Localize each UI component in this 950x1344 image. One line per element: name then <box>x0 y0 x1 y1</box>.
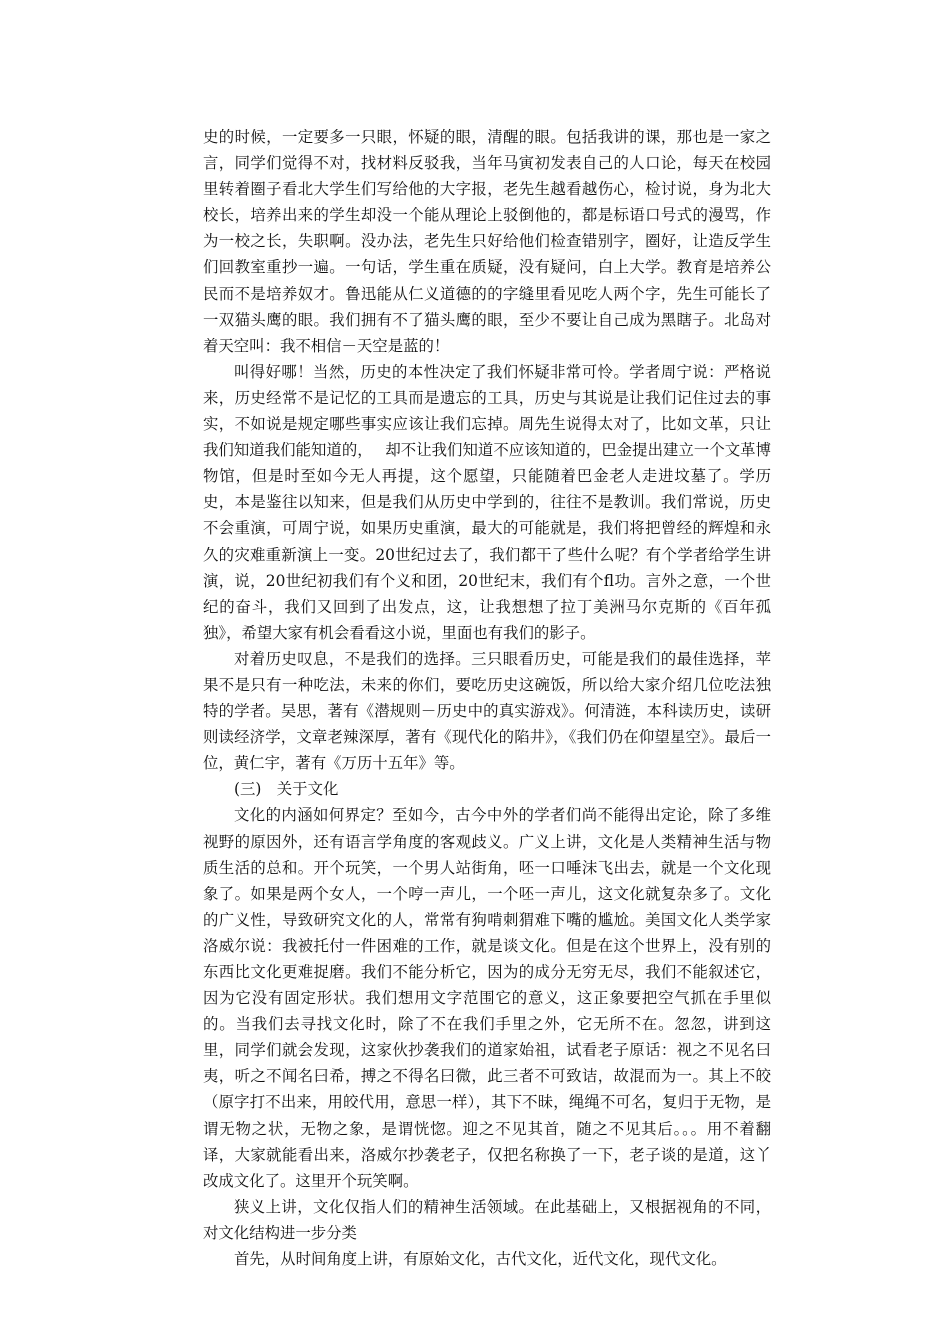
document-page <box>203 124 771 1272</box>
paragraph-1: 史的时候，一定要多一只眼，怀疑的眼，清醒的眼。包括我讲的课，那也是一家之言，同学们觉得不对，找材料反驳我，当年马寅初发表自己的人口论，每天在校园里转着圈子看北大学生们写给他的大字报，老先生越看越伤心，检讨说，身为北大校长，培养出来的学生却没一个能从理论上驳倒他的，都是标语口号式的漫骂，作为一校之长，失职啊。没办法，老先生只好给他们检查错别字，圈好，让造反学生们回教室重抄一遍。一句话，学生重在质疑，没有疑问，白上大学。教育是培养公民而不是培养奴才。鲁迅能从仁义道德的的字缝里看见吃人两个字，先生可能长了一双猫头鹰的眼。我们拥有不了猫头鹰的眼，至少不要让自己成为黑瞎子。北岛对着天空叫：我不相信－天空是蓝的！ <box>203 128 771 355</box>
paragraph-6: 首先，从时间角度上讲，有原始文化，古代文化，近代文化，现代文化。 <box>234 1250 727 1269</box>
paragraph-4: 文化的内涵如何界定？至如今，古今中外的学者们尚不能得出定论，除了多维视野的原因外，还有语言学角度的客观歧义。广义上讲，文化是人类精神生活与物质生活的总和。开个玩笑，一个男人站街角，呸一口唾沫飞出去，就是一个文化现象了。如果是两个女人，一个哼一声儿，一个呸一声儿，这文化就复杂多了。文化的广义性，导致研究文化的人，常常有狗啃刺猬难下嘴的尴尬。美国文化人类学家洛威尔说：我被托付一件困难的工作，就是谈文化。但是在这个世界上，没有别的东西比文化更难捉磨。我们不能分析它，因为的成分无穷无尽，我们不能叙述它，因为它没有固定形状。我们想用文字范围它的意义，这正象要把空气抓在手里似的。当我们去寻找文化时，除了不在我们手里之外，它无所不在。忽忽，讲到这里，同学们就会发现，这家伙抄袭我们的道家始祖，试看老子原话：视之不见名曰夷，听之不闻名曰希，搏之不得名曰微，此三者不可致诘，故混而为一。其上不皎（原字打不出来，用皎代用，意思一样），其下不昧，绳绳不可名，复归于无物，是谓无物之状，无物之象，是谓恍惚。迎之不见其首，随之不见其后。。。用不着翻译，大家就能看出来，洛威尔抄袭老子，仅把名称换了一下，老子谈的是道，这丫改成文化了。这里开个玩笑啊。 <box>203 806 771 1190</box>
paragraph-2: 叫得好哪！当然，历史的本性决定了我们怀疑非常可怜。学者周宁说：严格说来，历史经常不是记忆的工具而是遗忘的工具，历史与其说是让我们记住过去的事实，不如说是规定哪些事实应该让我们忘掉。周先生说得太对了，比如文革，只让我们知道我们能知道的， 却不让我们知道不应该知道的，巴金提出建立一个文革博物馆，但是时至如今无人再提，这个愿望，只能随着巴金老人走进坟墓了。学历史，本是鉴往以知来，但是我们从历史中学到的，往往不是教训。我们常说，历史不会重演，可周宁说，如果历史重演，最大的可能就是，我们将把曾经的辉煌和永久的灾难重新演上一变。20世纪过去了，我们都干了些什么呢？有个学者给学生讲演，说，20世纪初我们有个义和团，20世纪末，我们有个fl功。言外之意，一个世纪的奋斗，我们又回到了出发点，这，让我想想了拉丁美洲马尔克斯的《百年孤独》，希望大家有机会看看这小说，里面也有我们的影子。 <box>203 362 771 642</box>
paragraph-5: 狭义上讲，文化仅指人们的精神生活领域。在此基础上，又根据视角的不同，对文化结构进一步分类 <box>203 1197 771 1242</box>
section-heading: (三) 关于文化 <box>234 780 339 799</box>
paragraph-3: 对着历史叹息，不是我们的选择。三只眼看历史，可能是我们的最佳选择，苹果不是只有一种吃法，未来的你们，要吃历史这碗饭，所以给大家介绍几位吃法独特的学者。吴思，著有《潜规则－历史中的真实游戏》。何清涟，本科读历史，读研则读经济学，文章老辣深厚，著有《现代化的陷井》，《我们仍在仰望星空》。最后一位，黄仁宇，著有《万历十五年》等。 <box>203 649 771 773</box>
